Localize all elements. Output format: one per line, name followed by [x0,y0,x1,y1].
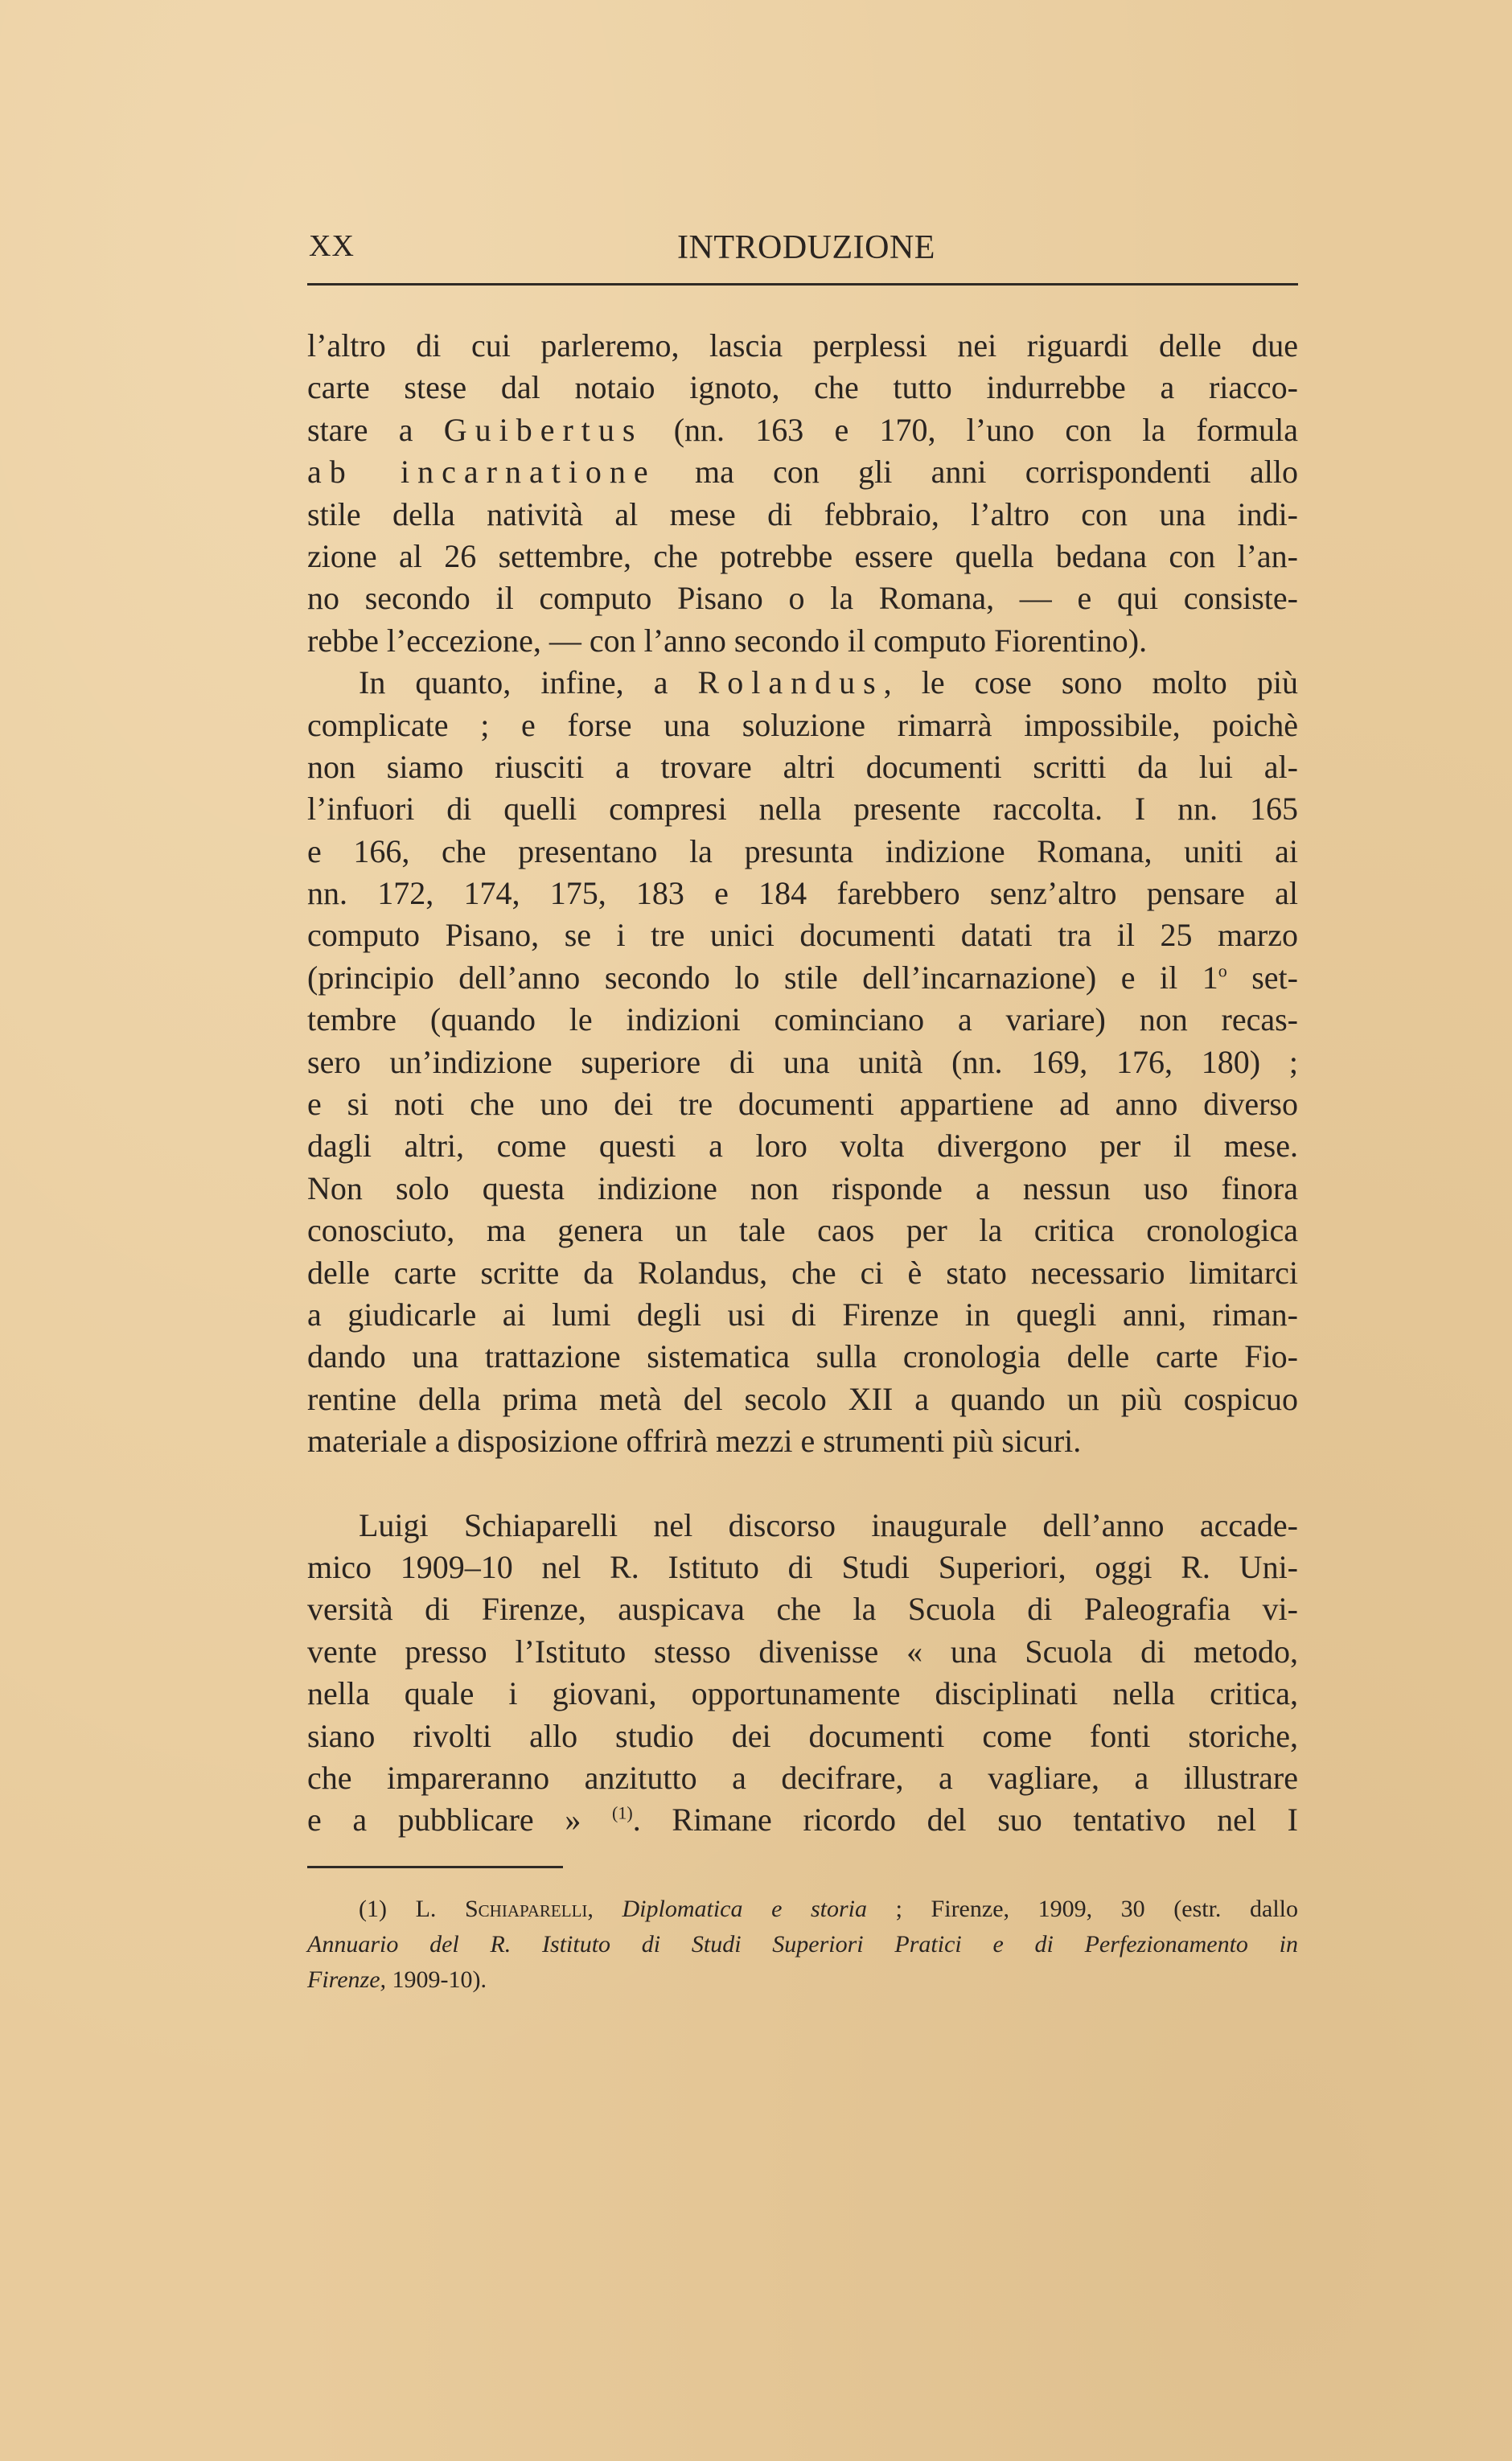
text-line [307,1125,1298,1167]
running-head [307,228,1298,269]
text-segment: l’altro di cui parleremo, lascia perplessi nei riguardi delle due [307,327,1298,364]
text-segment: vente presso l’Istituto stesso divenisse « una Scuola di metodo, [307,1633,1298,1670]
footnote-place: Firenze, [307,1966,387,1993]
text-segment: e si noti che uno dei tre documenti appartiene ad anno diverso [307,1086,1298,1123]
text-line [307,1715,1298,1757]
footnote-date: 1909-10). [386,1966,487,1993]
text-line [307,999,1298,1041]
text-segment: dagli altri, come questi a loro volta divergono per il mese. [307,1128,1298,1165]
text-segment: computo Pisano, se i tre unici documenti datati tra il 25 marzo [307,917,1298,954]
footnote-rule [307,1866,563,1868]
text-line [307,577,1298,619]
text-line [307,788,1298,830]
text-segment: In quanto, infine, a [359,664,698,701]
superscript: o [1218,960,1227,981]
text-segment: che impareranno anzitutto a decifrare, a vagliare, a illustrare [307,1759,1298,1796]
text-segment: e a pubblicare » [307,1802,613,1839]
footnote-line [307,1892,1298,1927]
text-segment: ma con gli anni corrispondenti allo [655,454,1299,491]
text-segment: rebbe l’eccezione, — con l’anno secondo il computo Fiorentino). [307,622,1148,659]
spaced-latin-term: Guibertus [443,411,643,448]
text-segment: stile della natività al mese di febbraio, l’altro con una indi- [307,495,1298,532]
text-segment: mico 1909–10 nel R. Istituto di Studi Superiori, oggi R. Uni- [307,1548,1298,1585]
text-line [307,1673,1298,1715]
footnote-marker: (1) [359,1896,387,1922]
text-segment: stare a [307,411,444,448]
text-line [307,1252,1298,1294]
text-segment: complicate ; e forse una soluzione rimarrà impossibile, poichè [307,706,1298,743]
text-segment: dando una trattazione sistematica sulla cronologia delle carte Fio- [307,1338,1298,1375]
text-line [307,662,1298,704]
text-segment: materiale a disposizione offrirà mezzi e strumenti più sicuri. [307,1423,1082,1460]
text-segment: carte stese dal notaio ignoto, che tutto indurrebbe a riacco- [307,369,1298,406]
footnote-title: Diplomatica e storia [622,1896,868,1922]
text-segment: nn. 172, 174, 175, 183 e 184 farebbero senz’altro pensare al [307,875,1298,912]
text-segment: nella quale i giovani, opportunamente disciplinati nella critica, [307,1675,1298,1712]
text-segment: , le cose sono molto più [883,664,1298,701]
footnote-line: Annuario del R. Istituto di Studi Superiori Pratici e di Perfezionamento in [307,1931,1298,1958]
text-line [307,1757,1298,1799]
text-line [307,914,1298,956]
text-segment: conosciuto, ma genera un tale caos per la critica cronologica [307,1212,1298,1249]
text-segment: l’infuori di quelli compresi nella presente raccolta. I nn. 165 [307,791,1298,828]
header-rule [307,283,1298,286]
text-line [307,1799,1298,1841]
text-line [307,873,1298,914]
text-segment: e 166, che presentano la presunta indizione Romana, uniti ai [307,832,1298,869]
text-line [307,957,1298,999]
text-line [307,1294,1298,1336]
paragraph-3 [307,1505,1298,1842]
text-line [307,1042,1298,1083]
text-line [307,1210,1298,1251]
text-segment: . Rimane ricordo del suo tentativo nel I [632,1802,1298,1839]
text-segment: rentine della prima metà del secolo XII a quando un più cospicuo [307,1380,1298,1417]
paragraph-2 [307,662,1298,1462]
paragraph-1 [307,325,1298,662]
footnote-citation: ; Firenze, 1909, 30 (estr. dallo [867,1896,1299,1922]
text-line [307,536,1298,577]
text-line [307,705,1298,746]
text-line [307,325,1298,367]
text-segment: no secondo il computo Pisano o la Romana, — e qui consiste- [307,580,1298,617]
text-line [307,1420,1298,1462]
footnote-line [307,1962,1298,1998]
text-segment: tembre (quando le indizioni cominciano a variare) non recas- [307,1001,1298,1038]
text-line [307,620,1298,662]
text-line [307,1083,1298,1125]
text-segment: (principio dell’anno secondo lo stile dell’incarnazione) e il 1 [307,959,1218,996]
text-segment: versità di Firenze, auspicava che la Scuola di Paleografia vi- [307,1591,1298,1628]
text-line [307,1588,1298,1630]
text-line [307,494,1298,536]
text-line [307,451,1298,493]
body-text [307,325,1298,1842]
text-line [307,746,1298,788]
text-line [307,1336,1298,1378]
text-segment: siano rivolti allo studio dei documenti come fonti storiche, [307,1717,1298,1754]
text-segment: set- [1226,959,1298,996]
spaced-latin-term: Rolandus [697,664,884,701]
spaced-latin-term: ab incarnatione [307,454,656,491]
text-line [307,409,1298,451]
text-segment: sero un’indizione superiore di una unità (nn. 169, 176, 180) ; [307,1043,1298,1080]
text-segment: a giudicarle ai lumi degli usi di Firenze in quegli anni, riman- [307,1296,1298,1333]
text-line [307,1505,1298,1547]
running-title: INTRODUZIONE [677,229,935,266]
text-segment: delle carte scritte da Rolandus, che ci è stato necessario limitarci [307,1254,1298,1291]
text-line [307,1547,1298,1588]
text-segment: Non solo questa indizione non risponde a nessun uso finora [307,1169,1298,1206]
footnote [307,1892,1298,1998]
text-line [307,831,1298,873]
paragraph-gap [307,1463,1298,1505]
footnote-author: L. Schiaparelli, [415,1896,594,1922]
text-segment: (nn. 163 e 170, l’uno con la formula [643,411,1299,448]
text-line [307,1631,1298,1673]
text-line [307,1168,1298,1210]
text-segment: non siamo riusciti a trovare altri documenti scritti da lui al- [307,748,1298,785]
page-number: XX [309,229,355,263]
text-line [307,367,1298,409]
superscript: (1) [612,1802,633,1823]
text-line [307,1378,1298,1420]
text-segment: zione al 26 settembre, che potrebbe essere quella bedana con l’an- [307,537,1298,574]
text-segment: Luigi Schiaparelli nel discorso inaugurale dell’anno accade- [359,1506,1298,1543]
